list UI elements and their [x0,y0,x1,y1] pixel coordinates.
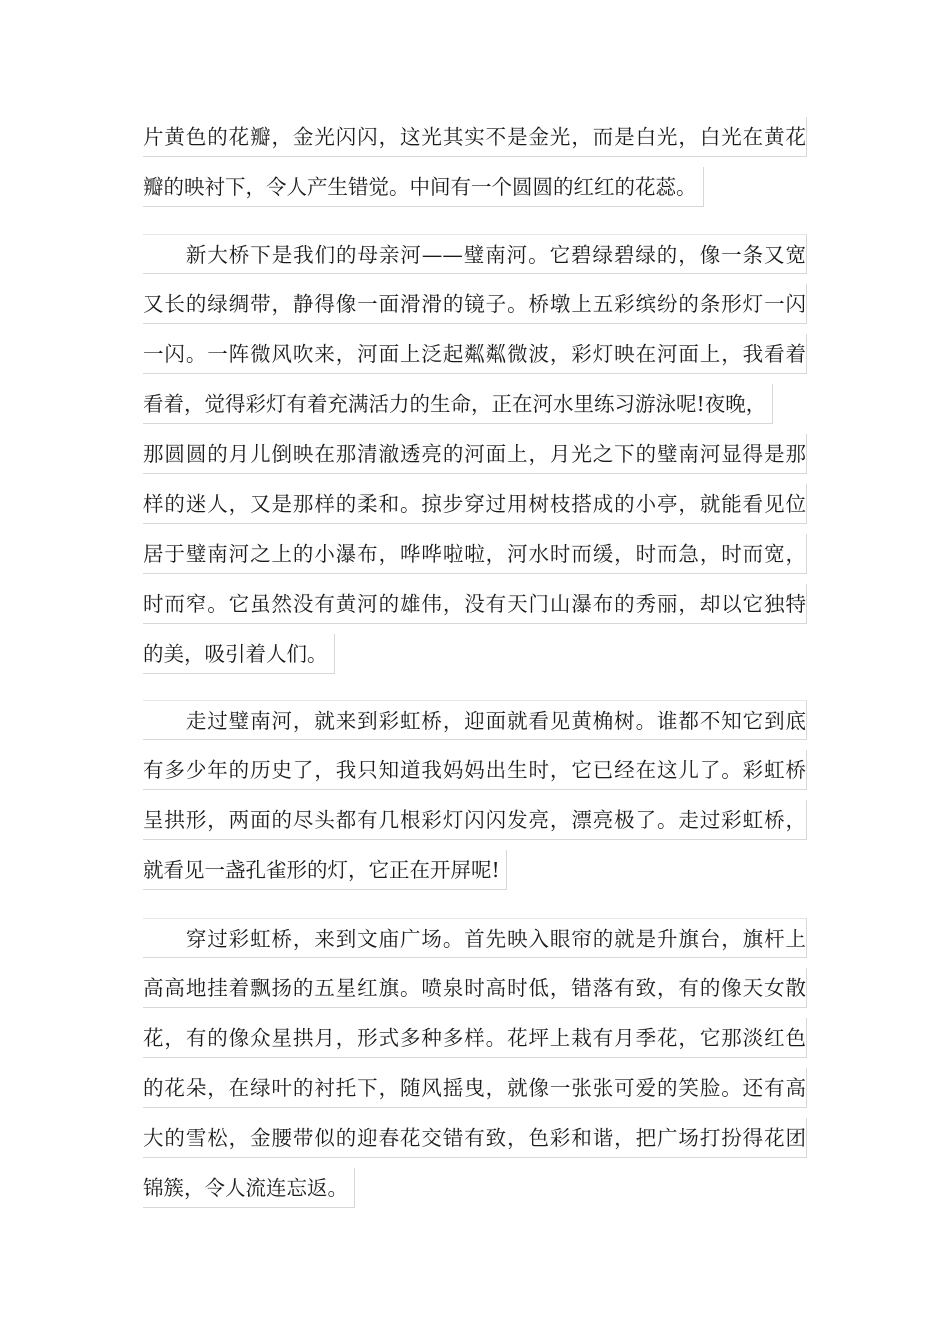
text-line: 的美，吸引着人们。 [143,634,335,674]
text-line: 时而窄。它虽然没有黄河的雄伟，没有天门山瀑布的秀丽，却以它独特 [143,584,807,624]
text-line: 片黄色的花瓣，金光闪闪，这光其实不是金光，而是白光，白光在黄花 [143,117,807,157]
text-line: 花，有的像众星拱月，形式多种多样。花坪上栽有月季花，它那淡红色 [143,1018,807,1058]
text-line: 又长的绿绸带，静得像一面滑滑的镜子。桥墩上五彩缤纷的条形灯一闪 [143,284,807,324]
text-line: 锦簇，令人流连忘返。 [143,1168,355,1208]
text-line: 看着，觉得彩灯有着充满活力的生命，正在河水里练习游泳呢!夜晚， [143,384,773,424]
text-line: 呈拱形，两面的尽头都有几根彩灯闪闪发亮，漂亮极了。走过彩虹桥， [143,800,807,840]
text-line: 穿过彩虹桥，来到文庙广场。首先映入眼帘的就是升旗台，旗杆上 [143,918,807,958]
text-line: 瓣的映衬下，令人产生错觉。中间有一个圆圆的红红的花蕊。 [143,167,704,207]
text-line: 那圆圆的月儿倒映在那清澈透亮的河面上，月光之下的璧南河显得是那 [143,434,807,474]
text-line: 新大桥下是我们的母亲河——璧南河。它碧绿碧绿的，像一条又宽 [143,234,807,274]
text-line: 一闪。一阵微风吹来，河面上泛起粼粼微波，彩灯映在河面上，我看着 [143,334,807,374]
text-line: 有多少年的历史了，我只知道我妈妈出生时，它已经在这儿了。彩虹桥 [143,750,807,790]
text-line: 大的雪松，金腰带似的迎春花交错有致，色彩和谐，把广场打扮得花团 [143,1118,807,1158]
text-line: 就看见一盏孔雀形的灯，它正在开屏呢! [143,850,507,890]
text-line: 的花朵，在绿叶的衬托下，随风摇曳，就像一张张可爱的笑脸。还有高 [143,1068,807,1108]
text-line: 样的迷人，又是那样的柔和。掠步穿过用树枝搭成的小亭，就能看见位 [143,484,807,524]
text-line: 走过璧南河，就来到彩虹桥，迎面就看见黄桷树。谁都不知它到底 [143,700,807,740]
text-line: 高高地挂着飘扬的五星红旗。喷泉时高时低，错落有致，有的像天女散 [143,968,807,1008]
text-line: 居于璧南河之上的小瀑布，哗哗啦啦，河水时而缓，时而急，时而宽， [143,534,807,574]
